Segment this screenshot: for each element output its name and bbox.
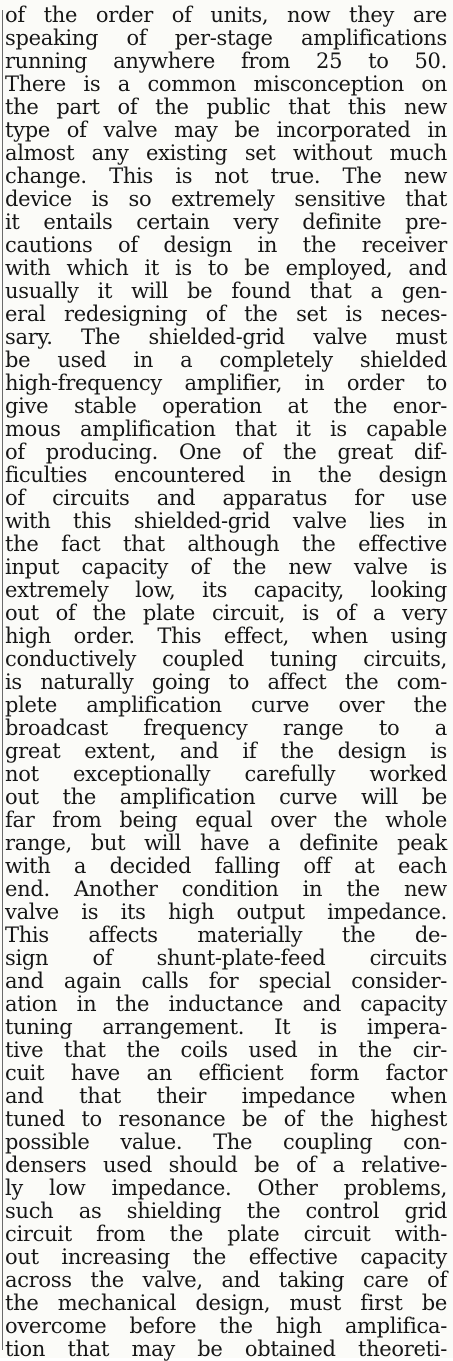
text-line: with this shielded-grid valve lies in xyxy=(5,509,447,533)
text-line: and again calls for special consider- xyxy=(5,969,447,993)
text-line: overcome before the high amplifica- xyxy=(5,1314,447,1338)
text-line: eral redesigning of the set is neces- xyxy=(5,302,447,326)
text-line: high-frequency amplifier, in order to xyxy=(5,371,447,395)
text-line: with which it is to be employed, and xyxy=(5,256,447,280)
text-line: of the order of units, now they are xyxy=(5,3,447,27)
text-line: cuit have an efficient form factor xyxy=(5,1061,447,1085)
text-line: change. This is not true. The new xyxy=(5,164,447,188)
text-line: running anywhere from 25 to 50. xyxy=(5,49,447,73)
text-line: tuned to resonance be of the highest xyxy=(5,1107,447,1131)
text-line: and that their impedance when xyxy=(5,1084,447,1108)
text-line: sign of shunt-plate-feed circuits xyxy=(5,946,447,970)
text-line: tion that may be obtained theoreti- xyxy=(5,1337,447,1361)
text-line: tive that the coils used in the cir- xyxy=(5,1038,447,1062)
text-line: mous amplification that it is capable xyxy=(5,417,447,441)
text-line: across the valve, and taking care of xyxy=(5,1268,447,1292)
text-line: end. Another condition in the new xyxy=(5,877,447,901)
text-line: possible value. The coupling con- xyxy=(5,1130,447,1154)
text-line: is naturally going to affect the com- xyxy=(5,670,447,694)
text-line: tuning arrangement. It is impera- xyxy=(5,1015,447,1039)
text-line: extremely low, its capacity, looking xyxy=(5,578,447,602)
text-line: valve is its high output impedance. xyxy=(5,900,447,924)
text-line: be used in a completely shielded xyxy=(5,348,447,372)
text-line: almost any existing set without much xyxy=(5,141,447,165)
text-line: give stable operation at the enor- xyxy=(5,394,447,418)
article-text xyxy=(5,4,447,1361)
text-line: speaking of per-stage amplifications xyxy=(5,26,447,50)
text-line: out increasing the effective capacity xyxy=(5,1245,447,1269)
text-line: with a decided falling off at each xyxy=(5,854,447,878)
text-line: cautions of design in the receiver xyxy=(5,233,447,257)
text-line: sary. The shielded-grid valve must xyxy=(5,325,447,349)
text-line: the fact that although the effective xyxy=(5,532,447,556)
text-line: high order. This effect, when using xyxy=(5,624,447,648)
text-line: great extent, and if the design is xyxy=(5,739,447,763)
text-line: the mechanical design, must first be xyxy=(5,1291,447,1315)
text-line: not exceptionally carefully worked xyxy=(5,762,447,786)
text-line: device is so extremely sensitive that xyxy=(5,187,447,211)
text-line: of producing. One of the great dif- xyxy=(5,440,447,464)
text-line: type of valve may be incorporated in xyxy=(5,118,447,142)
text-line: ficulties encountered in the design xyxy=(5,463,447,487)
text-line: input capacity of the new valve is xyxy=(5,555,447,579)
text-line: of circuits and apparatus for use xyxy=(5,486,447,510)
text-line: conductively coupled tuning circuits, xyxy=(5,647,447,671)
text-line: This affects materially the de- xyxy=(5,923,447,947)
text-line: There is a common misconception on xyxy=(5,72,447,96)
text-line: such as shielding the control grid xyxy=(5,1199,447,1223)
text-line: ly low impedance. Other problems, xyxy=(5,1176,447,1200)
text-line: usually it will be found that a gen- xyxy=(5,279,447,303)
text-line: out the amplification curve will be xyxy=(5,785,447,809)
text-line: circuit from the plate circuit with- xyxy=(5,1222,447,1246)
text-line: it entails certain very definite pre- xyxy=(5,210,447,234)
text-line: out of the plate circuit, is of a very xyxy=(5,601,447,625)
text-line: far from being equal over the whole xyxy=(5,808,447,832)
text-line: ation in the inductance and capacity xyxy=(5,992,447,1016)
text-line: range, but will have a definite peak xyxy=(5,831,447,855)
text-line: densers used should be of a relative- xyxy=(5,1153,447,1177)
text-line: broadcast frequency range to a xyxy=(5,716,447,740)
column-rule xyxy=(2,10,3,1350)
text-line: plete amplification curve over the xyxy=(5,693,447,717)
text-line: the part of the public that this new xyxy=(5,95,447,119)
